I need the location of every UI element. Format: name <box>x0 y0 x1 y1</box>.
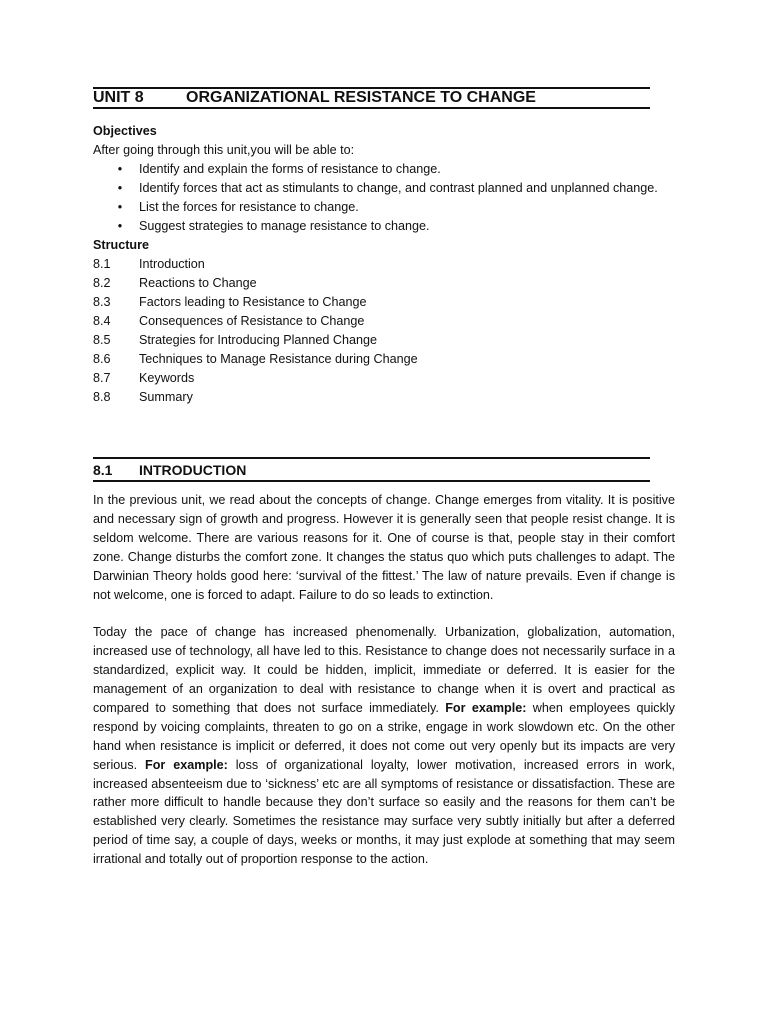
paragraph-1: In the previous unit, we read about the concepts of change. Change emerges from vitality. It is positive and necessary sign of growth and progress. However it is generally seen that people resist change. It is seldom welcome. There are various reasons for it. One of course is that, people stay in their comfort zone. Change disturbs the comfort zone. It changes the status quo which puts challenges to adapt. The Darwinian Theory holds good here: ‘survival of the fittest.’ The law of nature prevails. Even if change is not welcome, one is forced to adapt. Failure to do so leads to extinction. <box>93 493 675 602</box>
structure-label: Techniques to Manage Resistance during Change <box>139 352 418 366</box>
bullet-icon: • <box>117 200 123 214</box>
bullet-icon: • <box>117 219 123 233</box>
structure-label: Keywords <box>139 371 195 385</box>
structure-number: 8.6 <box>93 352 111 366</box>
example-label: For example: <box>145 757 228 772</box>
list-item <box>93 388 675 407</box>
objective-text: List the forces for resistance to change. <box>139 200 359 214</box>
list-item <box>93 274 675 293</box>
bullet-icon: • <box>117 162 123 176</box>
structure-number: 8.8 <box>93 390 111 404</box>
list-item <box>93 179 675 198</box>
example-label: For example: <box>445 700 527 715</box>
paragraph-2-part-b: when employees quickly respond by voicing complaints, threaten to go on a strike, engage in work slowdown etc. On the other hand when resistance is implicit or deferred, it does not come out very openly but its impacts are very serious. <box>93 700 675 772</box>
structure-label: Consequences of Resistance to Change <box>139 314 365 328</box>
list-item <box>93 350 675 369</box>
objective-text: Suggest strategies to manage resistance to change. <box>139 219 430 233</box>
structure-label: Reactions to Change <box>139 276 257 290</box>
list-item <box>93 217 675 236</box>
section-header <box>93 457 650 482</box>
section-number: 8.1 <box>93 461 113 478</box>
list-item <box>93 255 675 274</box>
structure-number: 8.3 <box>93 295 111 309</box>
structure-number: 8.5 <box>93 333 111 347</box>
structure-number: 8.4 <box>93 314 111 328</box>
list-item <box>93 293 675 312</box>
bullet-icon: • <box>117 181 123 195</box>
structure-list <box>93 255 675 407</box>
structure-label: Introduction <box>139 257 205 271</box>
structure-label: Summary <box>139 390 193 404</box>
structure-number: 8.1 <box>93 257 111 271</box>
structure-number: 8.7 <box>93 371 111 385</box>
list-item <box>93 198 675 217</box>
objective-text: Identify forces that act as stimulants to change, and contrast planned and unplanned change. <box>139 181 658 195</box>
structure-label: Factors leading to Resistance to Change <box>139 295 367 309</box>
paragraph-2-part-c: loss of organizational loyalty, lower motivation, increased errors in work, increased absenteeism due to ‘sickness’ etc are all symptoms of resistance or dissatisfaction. These are rather more difficult to handle because they don’t surface so easily and the reasons for them can’t be established very clearly. Sometimes the resistance may surface very subtly initially but after a deferred period of time say, a couple of days, weeks or months, it may just explode at something that may seem irrational and totally out of proportion response to the action. <box>93 757 675 867</box>
objectives-intro: After going through this unit,you will be able to: <box>93 143 355 157</box>
section-title: INTRODUCTION <box>139 461 247 478</box>
structure-number: 8.2 <box>93 276 111 290</box>
structure-heading: Structure <box>93 238 149 252</box>
paragraph-2-part-a: Today the pace of change has increased phenomenally. Urbanization, globalization, automation, increased use of technology, all have led to this. Resistance to change does not necessarily surface in a standardized, explicit way. It could be hidden, implicit, immediate or deferred. It is easier for the management of an organization to deal with resistance to change when it is overt and practical as compared to something that does not surface immediately. <box>93 625 675 715</box>
list-item <box>93 312 675 331</box>
unit-header <box>93 87 650 109</box>
unit-number: UNIT 8 <box>93 89 144 106</box>
list-item <box>93 369 675 388</box>
objectives-heading: Objectives <box>93 124 157 138</box>
unit-title: ORGANIZATIONAL RESISTANCE TO CHANGE <box>186 89 536 106</box>
structure-label: Strategies for Introducing Planned Change <box>139 333 378 347</box>
list-item <box>93 331 675 350</box>
paragraph-2 <box>93 623 675 869</box>
objectives-block <box>93 122 675 407</box>
objective-text: Identify and explain the forms of resistance to change. <box>139 162 441 176</box>
body-text <box>93 491 675 888</box>
list-item <box>93 160 675 179</box>
objectives-list <box>93 160 675 236</box>
